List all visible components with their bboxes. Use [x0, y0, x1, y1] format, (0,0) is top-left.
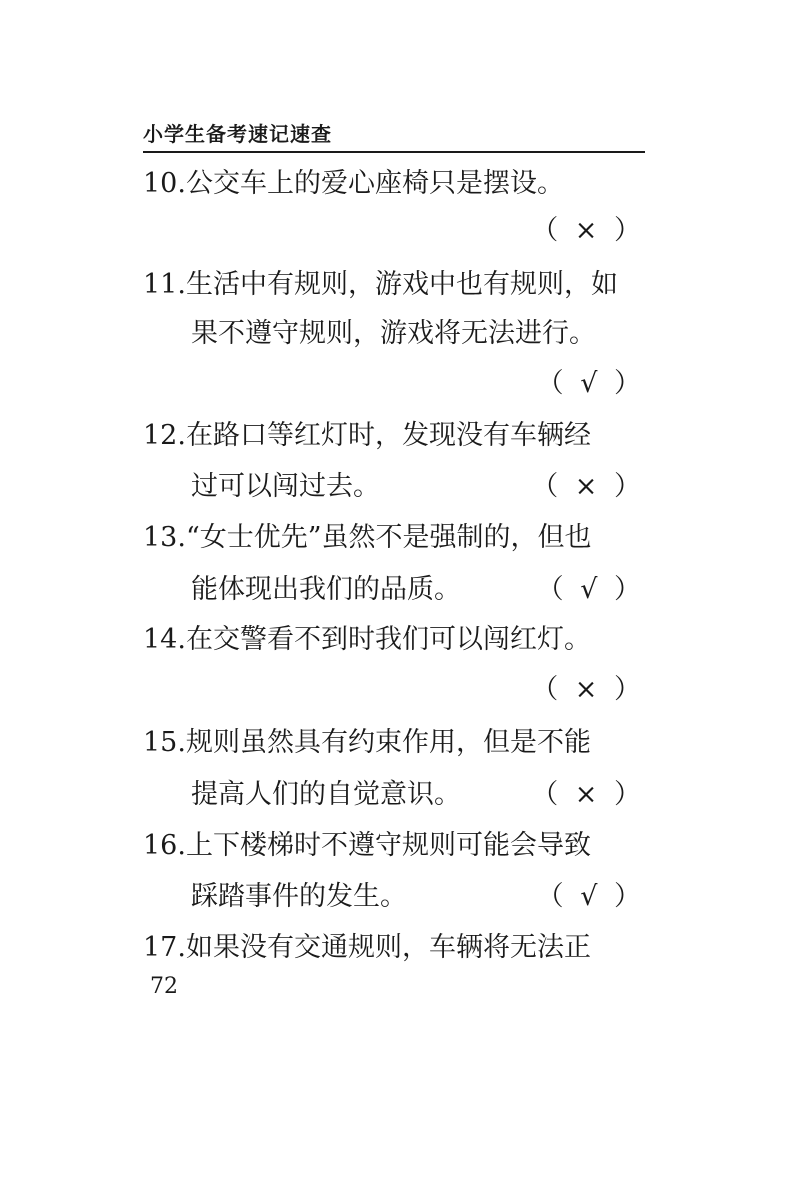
question-16 [143, 826, 645, 866]
question-text: 提高人们的自觉意识。 [191, 779, 461, 810]
question-text: 果不遵守规则，游戏将无法进行。 [191, 318, 596, 349]
question-10 [143, 164, 645, 204]
answer-mark: （ × ） [531, 215, 645, 246]
question-number: 13. [143, 522, 186, 553]
question-number: 11. [143, 269, 186, 300]
answer-mark: （ × ） [531, 674, 645, 705]
question-number: 10. [143, 168, 186, 199]
answer-row [143, 670, 645, 710]
question-number: 15. [143, 727, 186, 758]
page-number: 72 [150, 974, 178, 999]
answer-row [143, 211, 645, 251]
question-14 [143, 620, 645, 660]
question-text: 在交警看不到时我们可以闯红灯。 [185, 624, 591, 655]
question-number: 17. [143, 932, 186, 963]
answer-mark: （ × ） [531, 471, 645, 502]
question-17 [143, 928, 645, 968]
question-text: 生活中有规则，游戏中也有规则，如 [185, 269, 618, 300]
question-number: 14. [143, 624, 186, 655]
question-continuation [143, 775, 645, 815]
question-text: 过可以闯过去。 [191, 471, 380, 502]
answer-row [143, 364, 645, 404]
question-text: 如果没有交通规则，车辆将无法正 [185, 932, 591, 963]
question-text: 踩踏事件的发生。 [191, 881, 407, 912]
answer-mark: （ √ ） [536, 368, 645, 399]
answer-mark: （ √ ） [536, 574, 645, 605]
question-text: 规则虽然具有约束作用，但是不能 [185, 727, 591, 758]
question-12 [143, 416, 645, 456]
question-number: 16. [143, 830, 186, 861]
question-continuation [143, 570, 645, 610]
question-15 [143, 723, 645, 763]
question-text: 公交车上的爱心座椅只是摆设。 [185, 168, 564, 199]
question-continuation [143, 314, 645, 354]
question-number: 12. [143, 420, 186, 451]
book-title: 小学生备考速记速查 [143, 122, 332, 146]
question-text: 在路口等红灯时，发现没有车辆经 [185, 420, 591, 451]
answer-mark: （ √ ） [536, 881, 645, 912]
question-continuation [143, 467, 645, 507]
header-divider [143, 151, 645, 153]
question-text: 上下楼梯时不遵守规则可能会导致 [185, 830, 591, 861]
question-text: “女士优先”虽然不是强制的，但也 [185, 522, 592, 553]
answer-mark: （ × ） [531, 779, 645, 810]
question-text: 能体现出我们的品质。 [191, 574, 461, 605]
question-11 [143, 265, 645, 305]
question-continuation [143, 877, 645, 917]
question-13 [143, 518, 645, 558]
